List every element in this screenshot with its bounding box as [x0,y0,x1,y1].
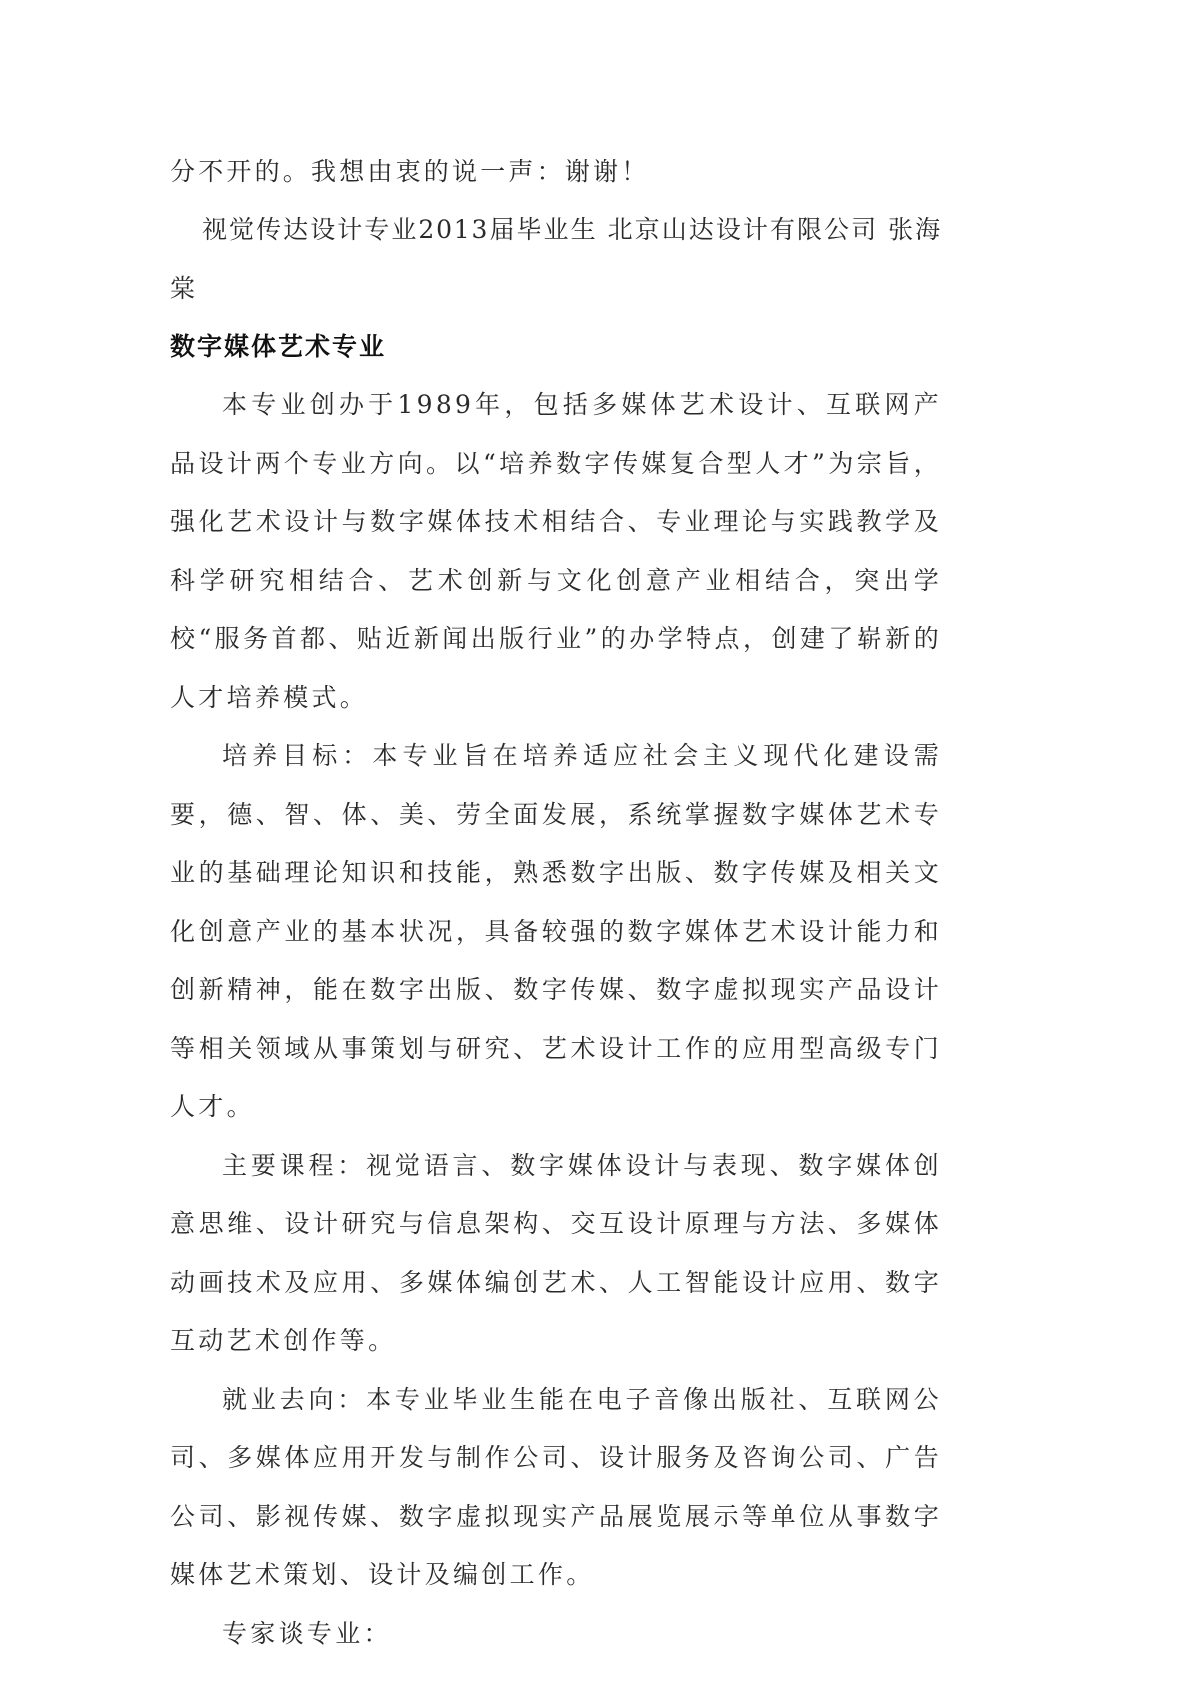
document-page [170,143,942,1663]
paragraph-employment: 就业去向：本专业毕业生能在电子音像出版社、互联网公司、多媒体应用开发与制作公司、设计服务及咨询公司、广告公司、影视传媒、数字虚拟现实产品展览展示等单位从事数字媒体艺术策划、设计及编创工作。 [170,1384,942,1589]
section-heading: 数字媒体艺术专业 [170,332,387,361]
paragraph-training-goals: 培养目标：本专业旨在培养适应社会主义现代化建设需要，德、智、体、美、劳全面发展，系统掌握数字媒体艺术专业的基础理论知识和技能，熟悉数字出版、数字传媒及相关文化创意产业的基本状况，具备较强的数字媒体艺术设计能力和创新精神，能在数字出版、数字传媒、数字虚拟现实产品设计等相关领域从事策划与研究、艺术设计工作的应用型高级专门人才。 [170,741,942,1121]
paragraph-expert-talk: 专家谈专业： [222,1618,392,1648]
paragraph-main-courses: 主要课程：视觉语言、数字媒体设计与表现、数字媒体创意思维、设计研究与信息架构、交互设计原理与方法、多媒体动画技术及应用、多媒体编创艺术、人工智能设计应用、数字互动艺术创作等。 [170,1150,942,1355]
paragraph-intro: 本专业创办于1989年，包括多媒体艺术设计、互联网产品设计两个专业方向。以“培养数字传媒复合型人才”为宗旨，强化艺术设计与数字媒体技术相结合、专业理论与实践教学及科学研究相结合、艺术创新与文化创意产业相结合，突出学校“服务首都、贴近新闻出版行业”的办学特点，创建了崭新的人才培养模式。 [170,390,942,712]
continuation-line: 分不开的。我想由衷的说一声：谢谢！ [170,157,650,186]
graduate-signature: 视觉传达设计专业2013届毕业生 北京山达设计有限公司 张海棠 [170,215,942,303]
